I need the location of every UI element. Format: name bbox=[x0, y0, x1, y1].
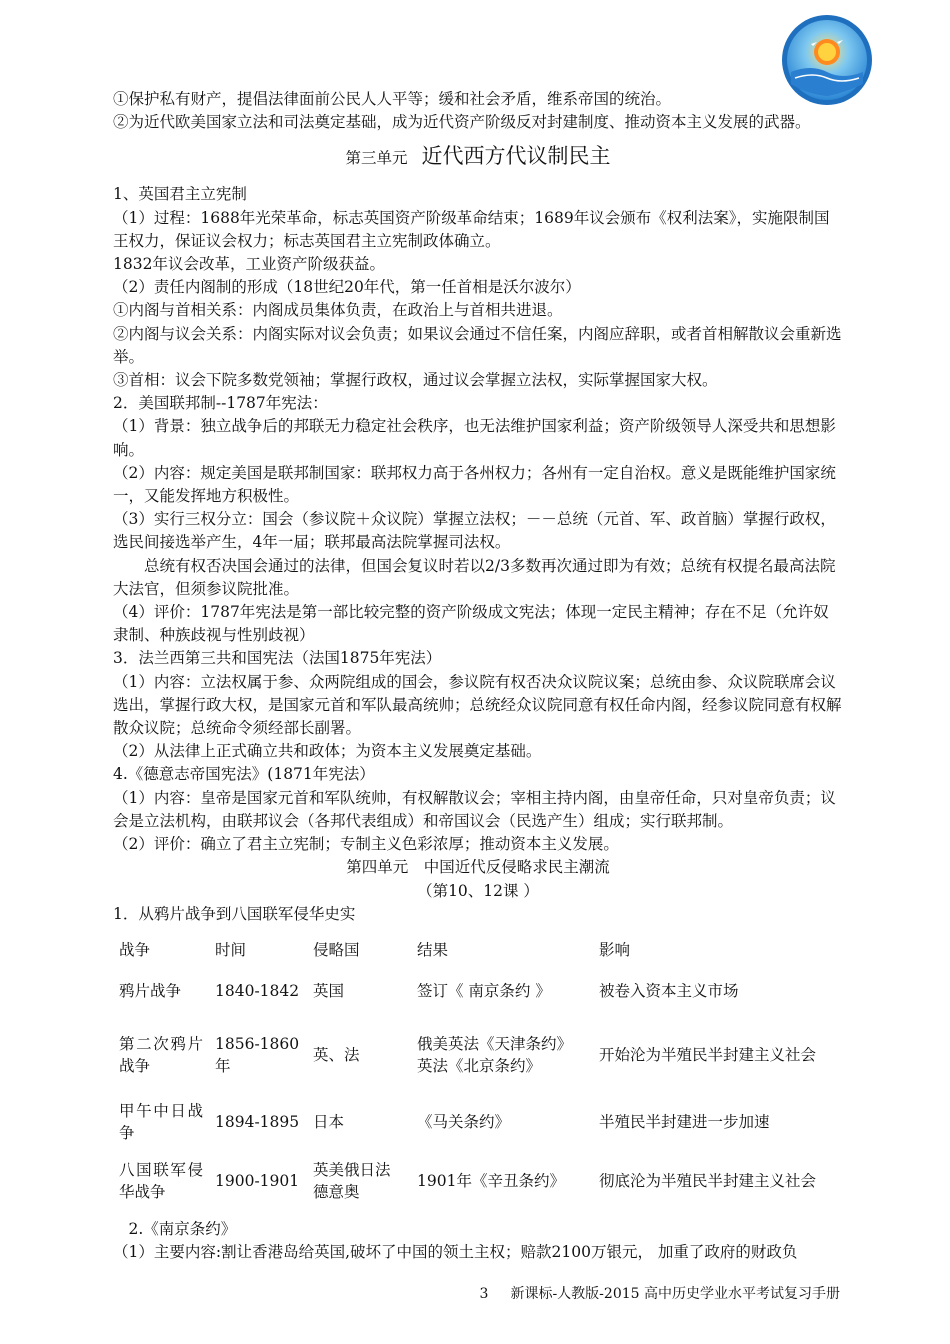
text-line: 2．美国联邦制--1787年宪法： bbox=[113, 394, 328, 413]
table-header: 侵略国 bbox=[313, 940, 360, 959]
page-body bbox=[113, 88, 843, 1264]
table-cell: 签订《 南京条约 》 bbox=[417, 981, 551, 1000]
text-line: （1）过程：1688年光荣革命，标志英国资产阶级革命结束；1689年议会颁布《权利法案》，实施限制国王权力，保证议会权力；标志英国君主立宪制政体确立。 bbox=[113, 208, 830, 250]
table-header-row bbox=[113, 932, 833, 968]
text-line: （1）内容：皇帝是国家元首和军队统帅，有权解散议会；宰相主持内阁，由皇帝任命，只对皇帝负责；议会是立法机构，由联邦议会（各邦代表组成）和帝国议会（民选产生）组成；实行联邦制。 bbox=[113, 788, 836, 830]
text-line-indented: 总统有权否决国会通过的法律，但国会复议时若以2/3多数再次通过即为有效；总统有权提名最高法院大法官，但须参议院批准。 bbox=[113, 556, 836, 598]
table-header: 时间 bbox=[215, 940, 247, 959]
text-line: ②内阁与议会关系：内阁实际对议会负责；如果议会通过不信任案，内阁应辞职，或者首相解散议会重新选举。 bbox=[113, 324, 842, 366]
table-row bbox=[113, 1014, 833, 1096]
text-line: ①保护私有财产，提倡法律面前公民人人平等；缓和社会矛盾，维系帝国的统治。 bbox=[113, 90, 672, 108]
footer-text: 新课标-人教版-2015 高中历史学业水平考试复习手册 bbox=[510, 1286, 840, 1302]
text-line: ③首相：议会下院多数党领袖；掌握行政权，通过议会掌握立法权，实际掌握国家大权。 bbox=[113, 371, 718, 390]
text-line: 1、英国君主立宪制 bbox=[113, 185, 247, 204]
text-line: （1）内容：立法权属于参、众两院组成的国会，参议院有权否决众议院议案；总统由参、众议院联席会议选出，掌握行政大权，是国家元首和军队最高统帅；总统经众议院同意有权任命内阁，经参议院同意有权解散众议院；总统命令须经部长副署。 bbox=[113, 672, 842, 738]
wars-table bbox=[113, 932, 833, 1214]
table-cell: 俄美英法《天津条约》英法《北京条约》 bbox=[417, 1034, 573, 1075]
table-cell: 英、法 bbox=[313, 1045, 360, 1064]
table-row bbox=[113, 968, 833, 1014]
table-cell: 1900-1901 bbox=[215, 1171, 300, 1190]
table-cell: 八国联军侵华战争 bbox=[119, 1160, 203, 1201]
text-line: （3）实行三权分立：国会（参议院＋众议院）掌握立法权；－－总统（元首、军、政首脑）掌握行政权，选民间接选举产生，4年一届；联邦最高法院掌握司法权。 bbox=[113, 510, 836, 552]
section-title: 2.《南京条约》 bbox=[128, 1219, 237, 1238]
table-cell: 开始沦为半殖民半封建主义社会 bbox=[599, 1045, 817, 1064]
table-cell: 1856-1860年 bbox=[215, 1034, 300, 1075]
text-line: （4）评价：1787年宪法是第一部比较完整的资产阶级成文宪法；体现一定民主精神；存在不足（允许奴隶制、种族歧视与性别歧视） bbox=[113, 603, 829, 645]
table-cell: 1840-1842 bbox=[215, 981, 300, 1000]
text-line: ①内阁与首相关系：内阁成员集体负责，在政治上与首相共进退。 bbox=[113, 301, 563, 320]
text-line: （2）从法律上正式确立共和政体；为资本主义发展奠定基础。 bbox=[113, 742, 542, 761]
table-cell: 被卷入资本主义市场 bbox=[599, 981, 739, 1000]
text-line: （2）内容：规定美国是联邦制国家：联邦权力高于各州权力；各州有一定自治权。意义是既能维护国家统一，又能发挥地方积极性。 bbox=[113, 463, 836, 506]
table-cell: 1901年《辛丑条约》 bbox=[417, 1171, 565, 1190]
text-line: ②为近代欧美国家立法和司法奠定基础，成为近代资产阶级反对封建制度、推动资本主义发展的武器。 bbox=[113, 113, 811, 132]
unit3-label: 第三单元 bbox=[345, 149, 408, 168]
unit3-heading bbox=[113, 141, 843, 173]
page-footer bbox=[0, 1283, 840, 1303]
text-line: （2）评价：确立了君主立宪制；专制主义色彩浓厚；推动资本主义发展。 bbox=[113, 835, 619, 854]
unit3-title: 近代西方代议制民主 bbox=[421, 144, 611, 169]
text-line: （1）主要内容:割让香港岛给英国,破坏了中国的领土主权；赔款2100万银元， 加重了政府的财政负 bbox=[113, 1243, 798, 1262]
table-cell: 日本 bbox=[313, 1112, 345, 1131]
text-line: （2）责任内阁制的形成（18世纪20年代，第一任首相是沃尔波尔） bbox=[113, 278, 581, 297]
table-cell: 英美俄日法德意奥 bbox=[313, 1160, 391, 1201]
unit4-heading: 第四单元 中国近代反侵略求民主潮流 bbox=[346, 858, 610, 877]
text-line: 1832年议会改革，工业资产阶级获益。 bbox=[113, 255, 385, 274]
table-cell: 甲午中日战争 bbox=[119, 1101, 203, 1142]
table-cell: 半殖民半封建进一步加速 bbox=[599, 1112, 770, 1131]
table-row bbox=[113, 1096, 833, 1148]
table-header: 结果 bbox=[417, 940, 449, 959]
table-header: 战争 bbox=[119, 940, 151, 959]
section-title: 1．从鸦片战争到八国联军侵华史实 bbox=[113, 904, 356, 923]
table-cell: 第二次鸦片战争 bbox=[119, 1034, 203, 1075]
page-number: 3 bbox=[479, 1286, 489, 1302]
text-line: （1）背景：独立战争后的邦联无力稳定社会秩序，也无法维护国家利益；资产阶级领导人深受共和思想影响。 bbox=[113, 417, 836, 459]
table-cell: 彻底沦为半殖民半封建主义社会 bbox=[599, 1171, 817, 1190]
table-cell: 1894-1895 bbox=[215, 1112, 300, 1131]
table-cell: 《马关条约》 bbox=[417, 1112, 511, 1131]
table-cell: 鸦片战争 bbox=[119, 981, 182, 1000]
text-line: 4.《德意志帝国宪法》(1871年宪法） bbox=[113, 765, 375, 784]
unit4-subheading: （第10、12课 ） bbox=[417, 881, 539, 900]
table-cell: 英国 bbox=[313, 981, 345, 1000]
text-line: 3．法兰西第三共和国宪法（法国1875年宪法） bbox=[113, 649, 442, 668]
table-row bbox=[113, 1148, 833, 1214]
table-header: 影响 bbox=[599, 940, 631, 959]
